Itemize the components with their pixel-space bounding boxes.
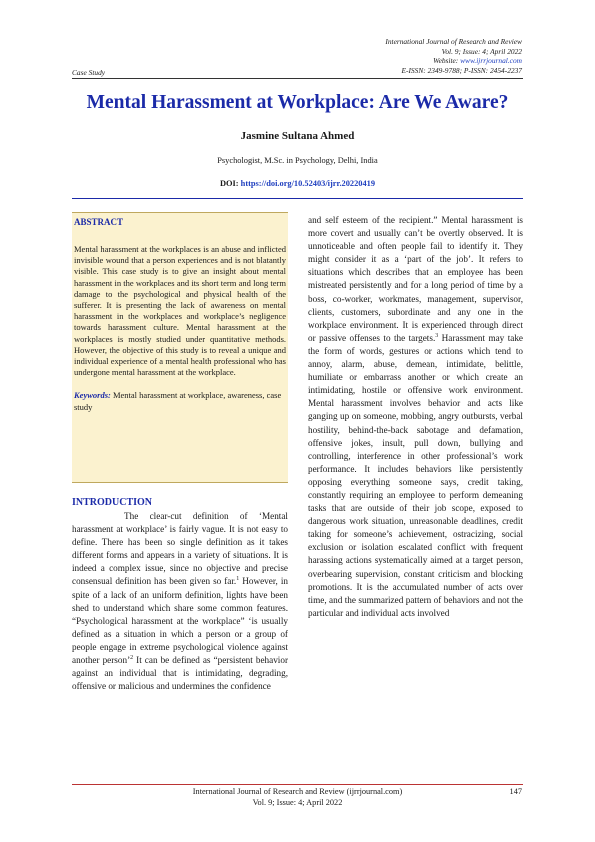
abstract-box (72, 212, 288, 483)
website-line (385, 56, 522, 66)
journal-name: International Journal of Research and Review (385, 37, 522, 46)
header-divider (72, 78, 523, 79)
intro-text-5: Harassment may take the form of words, gestures or actions which tend to annoy, alarm, abuse, demean, intimidate, belittle, humiliate or embarrass another or which create an intimidating, hostile or offensive work environment. Mental harassment involves behavior and acts like ganging up on someone, mobbing, angry outbursts, verbal hostility, behind-the-back sabotage and defamation, offensive jokes, insult, pull down, bullying and controlling, interference in other professional’s work performance. It includes behaviors like persistently opposing everything someone says, credit taking, constantly requiring an employee to perform demeaning tasks that are outside of their job scope, exposed to dangerous work situation, unreasonable deadlines, credit taking for someone’s achievement, ostracizing, social exclusion or isolation escalated conflict with frequent harassing actions systematically aimed at a target person, overbearing supervision, constant criticism and blocking promotions. It is the accumulated number of acts over time, and the summarized pattern of behaviors and not the particular and individual acts involved (308, 332, 524, 618)
footer-citation (72, 787, 523, 808)
author-name: Jasmine Sultana Ahmed (240, 130, 355, 142)
introduction-heading: INTRODUCTION (72, 497, 153, 508)
website-label: Website: (433, 56, 461, 66)
doi-link[interactable]: https://doi.org/10.52403/ijrr.20220419 (240, 179, 376, 188)
citation-1: 1 (236, 576, 240, 583)
intro-paragraph-right (308, 214, 523, 620)
issn: E-ISSN: 2349-9788; P-ISSN: 2454-2237 (401, 65, 522, 75)
doi-label: DOI: (219, 179, 241, 188)
intro-text-2: However, in spite of a lack of an uniform definition, lights have been shed to understand which share some common features. “Psychological harassment at the workplace” ‘is usually defined as a situation in which a person or a group of people engage in extreme psychological violence against another person’ (72, 576, 288, 666)
volume-issue: Vol. 9; Issue: 4; April 2022 (441, 46, 522, 56)
page-number: 147 (509, 787, 522, 796)
intro-paragraph-left (72, 510, 288, 693)
footer-divider (72, 784, 523, 785)
footer-volume: Vol. 9; Issue: 4; April 2022 (252, 797, 343, 807)
citation-2: 2 (130, 654, 134, 661)
doi-line (72, 179, 523, 188)
journal-header (385, 37, 522, 75)
intro-text-3: It can be defined as “persistent behavior against an individual that is intimidating, degrading, offensive or malicious and undermines the confidence (72, 655, 288, 692)
article-type: Case Study (72, 68, 106, 77)
footer-journal: International Journal of Research and Review (ijrrjournal.com) (192, 787, 403, 796)
keywords-text: Mental harassment at workplace, awareness, case study (74, 390, 282, 412)
keywords (74, 390, 286, 412)
left-column-body (72, 510, 288, 693)
intro-text-1: The clear-cut definition of ‘Mental harassment at workplace’ is fairly vague. It is not easy to define. There has been so single definition as it takes different forms and appears in a variety of situations. It is indeed a complex issue, since no objective and precise consensual definition has been given so far. (72, 511, 288, 587)
abstract-text: Mental harassment at the workplaces is an abuse and inflicted invisible wound that a person experiences and is not blatantly visible. This case study is to give an insight about mental harassment in the workplaces and its short term and long term damage to the psychological and physical health of the sufferer. It is presenting the lack of awareness on mental harassment in the workplaces and workplace’s negligence towards harassment culture. Mental harassment at the workplaces is mostly studied under quantitative methods. However, the objective of this study is to reveal a unique and individual experience of a mental health professional who has undergone mental harassment at the workplace. (74, 244, 286, 378)
right-column-body (308, 214, 523, 620)
keywords-label: Keywords: (74, 390, 111, 401)
article-title: Mental Harassment at Workplace: Are We Aware? (86, 92, 509, 113)
abstract-heading: ABSTRACT (74, 217, 124, 227)
website-link[interactable]: www.ijrrjournal.com (460, 56, 522, 66)
author-affiliation: Psychologist, M.Sc. in Psychology, Delhi, India (217, 156, 378, 165)
intro-text-4: and self esteem of the recipient.” Mental harassment is more covert and usually can’t be overtly observed. It is unnoticeable and often people fail to identify it. They might consider it as a ‘part of the job’. It refers to situations which describes that an employee has been mistreated persistently and for a long period of time by a boss, co-worker, workmates, management, supervisor, clients, customers, subordinate and any one in the workplace environment. It is experienced through direct or passive offenses to the targets. (308, 215, 523, 343)
title-divider (72, 198, 523, 199)
citation-3: 3 (435, 332, 439, 339)
